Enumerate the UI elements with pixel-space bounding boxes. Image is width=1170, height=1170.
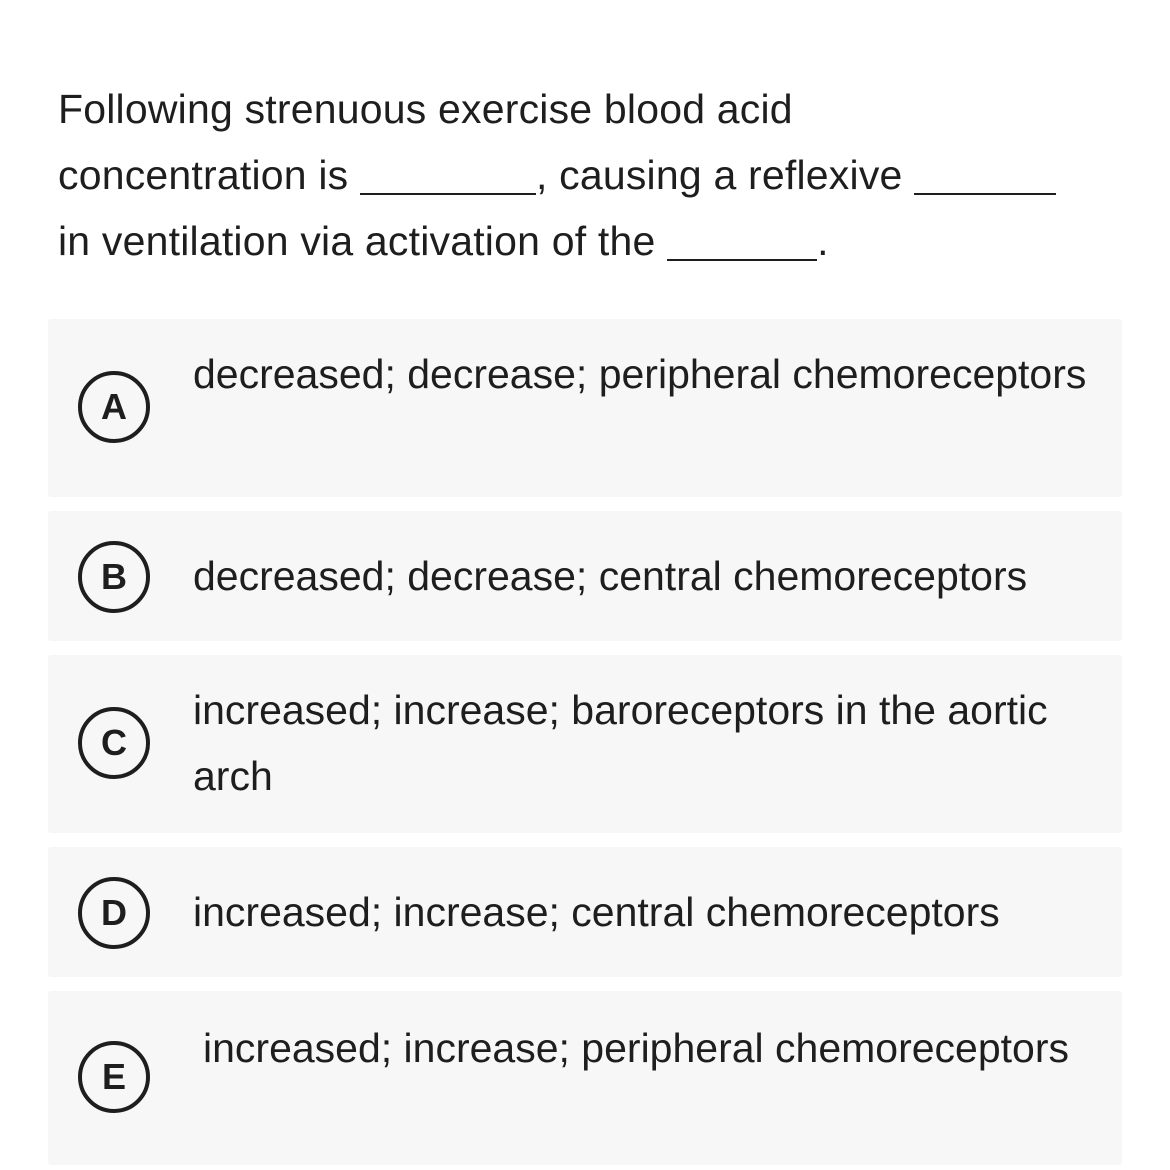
option-d-text: increased; increase; central chemoreceptors [193,889,1000,935]
option-c[interactable] [48,655,1122,833]
question-line-2-text-a: concentration is [58,152,349,198]
option-b-letter: B [101,556,127,597]
question-line-2-text-b: , causing a reflexive [535,152,903,198]
option-a-text: decreased; decrease; peripheral chemoreceptors [193,351,1087,397]
option-c-letter: C [101,722,127,763]
option-e-letter: E [101,1056,126,1097]
option-d-letter-badge [78,877,150,949]
question-line-2 [58,142,1118,208]
question-line-1-text: Following strenuous exercise blood acid [58,86,793,132]
blank-2 [914,147,1056,195]
option-d[interactable] [48,847,1122,977]
question-line-3-text-a: in ventilation via activation of the [58,218,656,264]
option-e-letter-badge [78,1041,150,1113]
option-b[interactable] [48,511,1122,641]
option-b-letter-badge [78,541,150,613]
question-line-3-text-b: . [817,218,829,264]
option-c-letter-badge [78,707,150,779]
question-line-3 [58,208,1118,274]
option-a-letter-badge [78,371,150,443]
blank-1 [360,147,536,195]
option-e[interactable] [48,991,1122,1165]
question-line-1 [58,76,1118,142]
question-text [58,76,1118,274]
option-a[interactable] [48,319,1122,497]
option-c-text: increased; increase; baroreceptors in the aortic arch [193,687,1048,799]
option-a-letter: A [101,386,127,427]
blank-3 [667,213,817,261]
option-d-letter: D [101,892,127,933]
option-e-text: increased; increase; peripheral chemoreceptors [203,1025,1070,1071]
option-b-text: decreased; decrease; central chemoreceptors [193,553,1028,599]
